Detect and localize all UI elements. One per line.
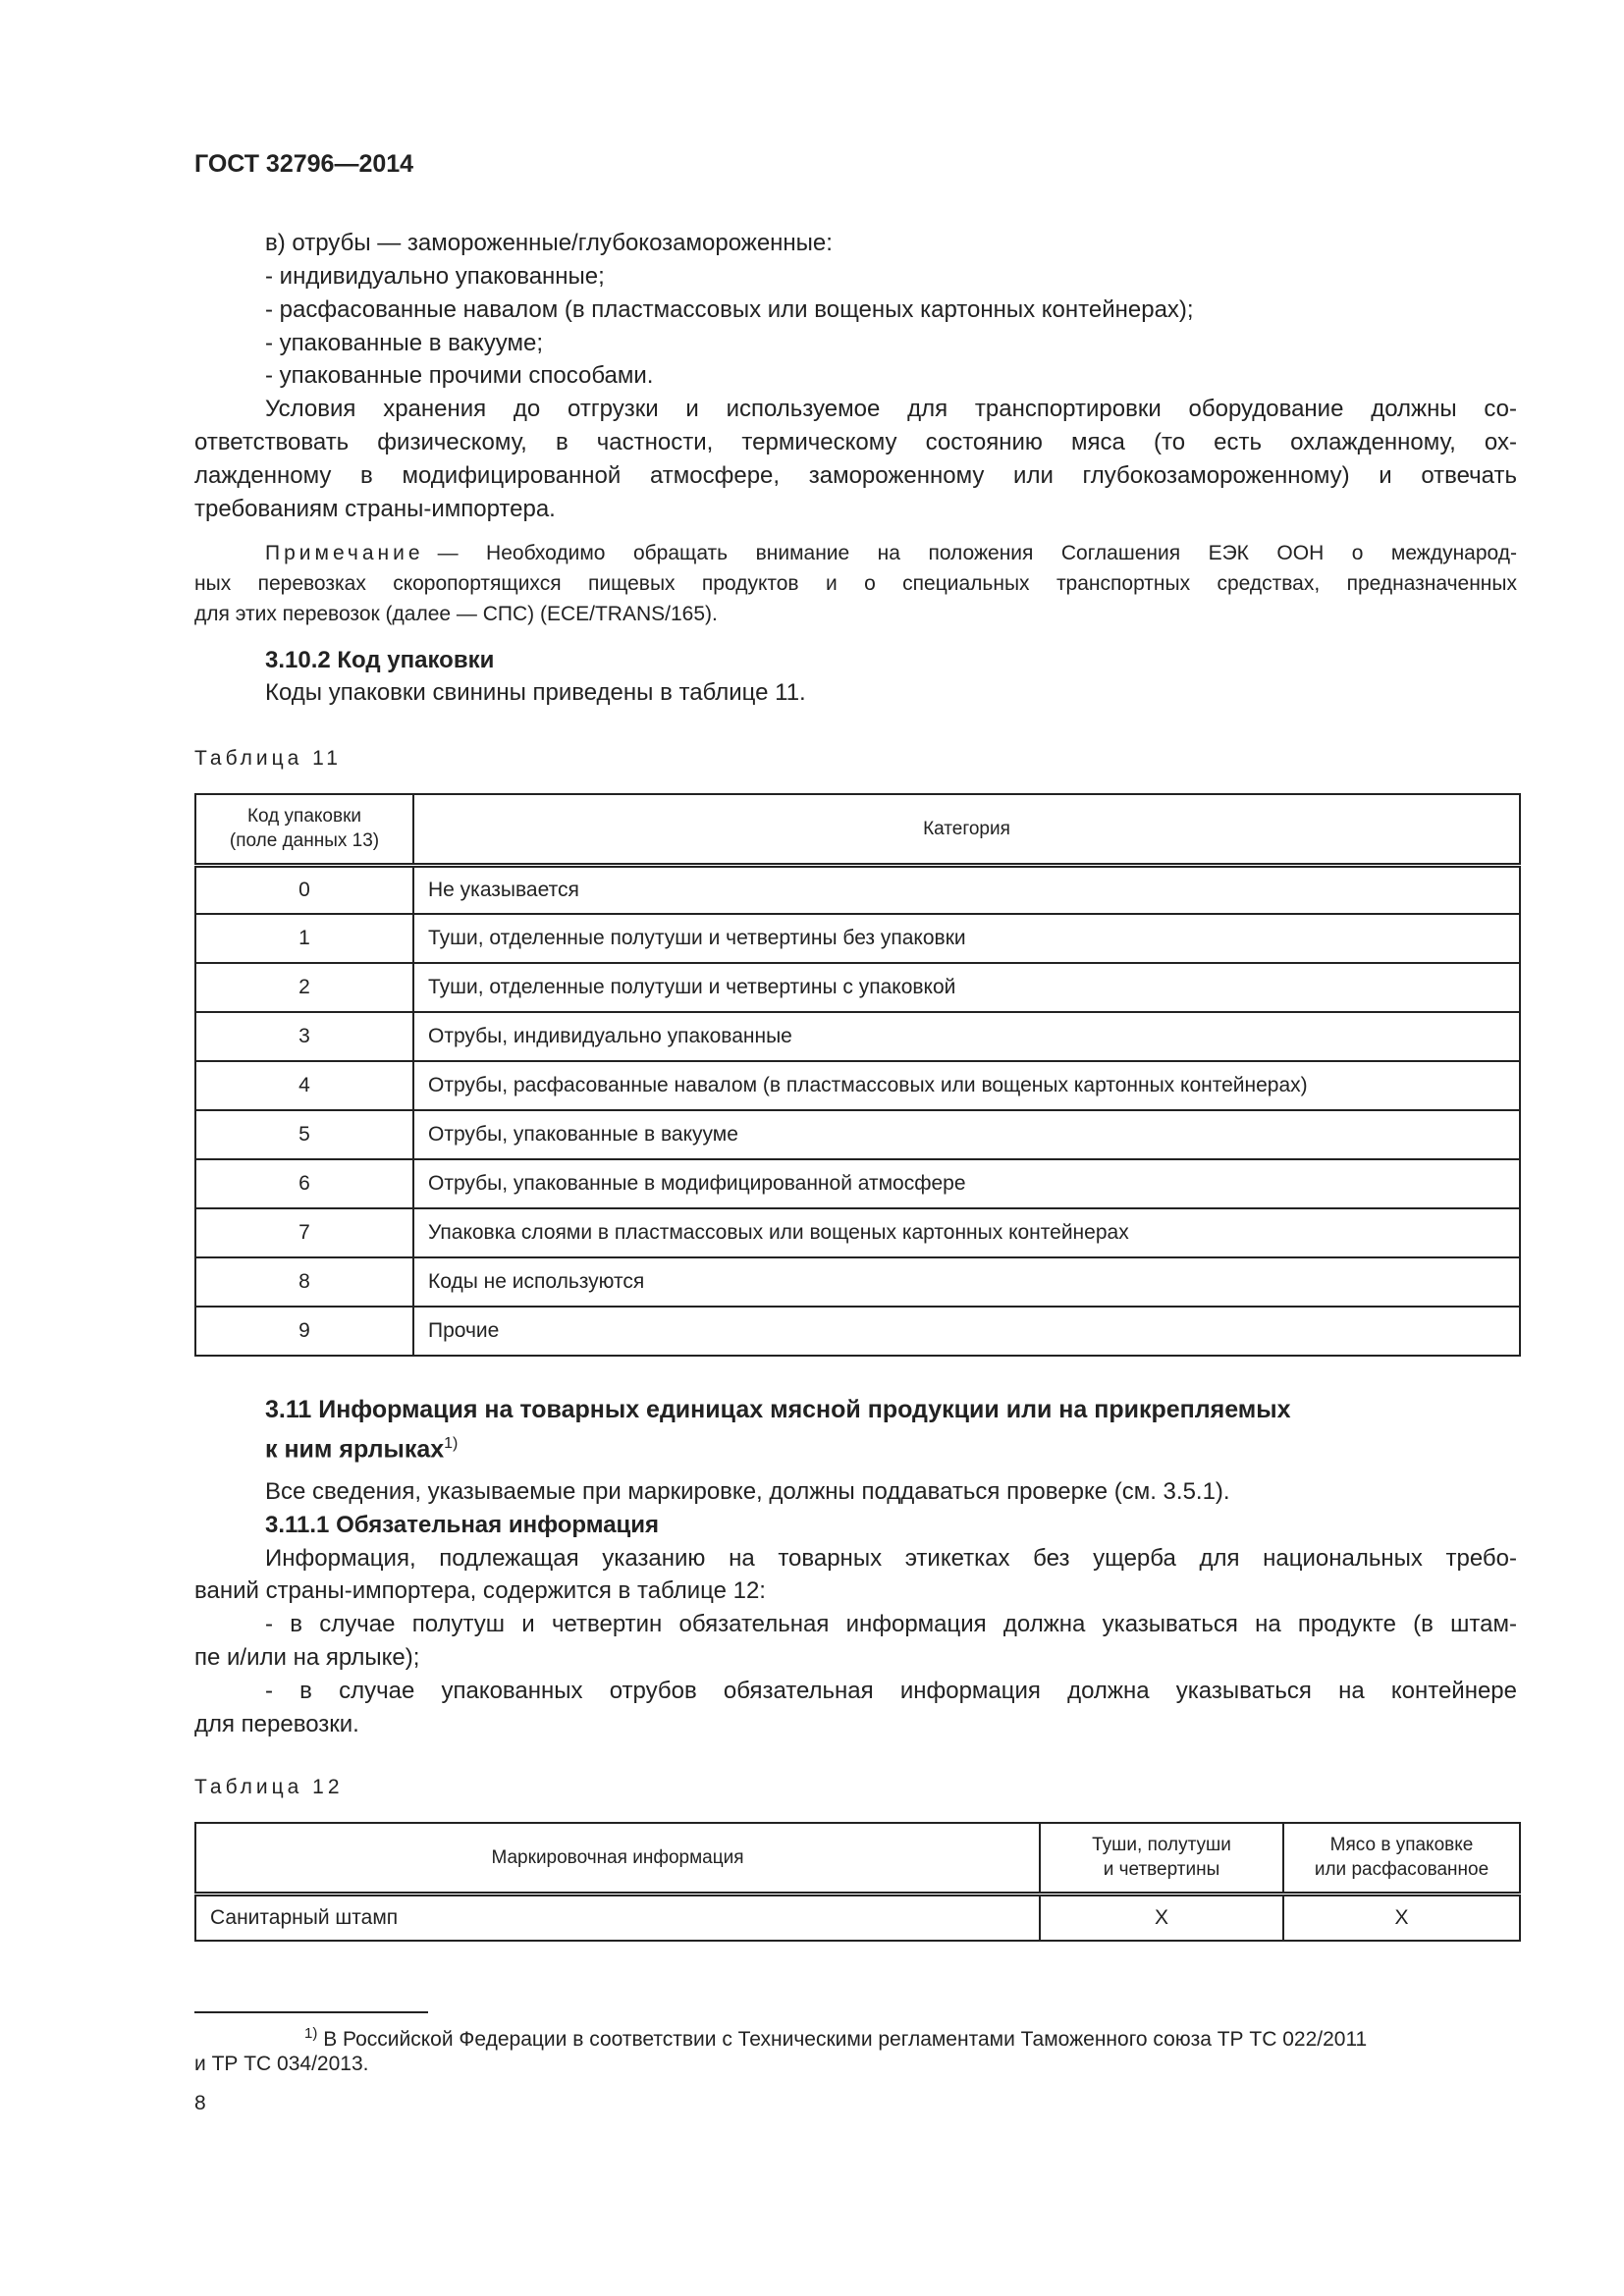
footnote-text: В Российской Федерации в соответствии с Техническими регламентами Таможенного союза ТР ТС 022/2011 [323,2028,1368,2051]
paragraph-line: требованиям страны-импортера. [194,496,556,522]
section-heading: 3.11 Информация на товарных единицах мясной продукции или на прикрепляемых [265,1396,1291,1423]
cell-category: Упаковка слоями в пластмассовых или вощеных картонных контейнерах [413,1208,1520,1257]
header-text: и четвертины [1103,1859,1220,1881]
header-text: Туши, полутуши [1092,1835,1231,1856]
list-item: - упакованные прочими способами. [265,362,654,389]
cell-info: Санитарный штамп [195,1894,1040,1941]
cell-carcass: X [1040,1894,1283,1941]
paragraph-line: пе и/или на ярлыке); [194,1644,420,1671]
paragraph-line: для перевозки. [194,1711,359,1737]
footnote-text: и ТР ТС 034/2013. [194,2053,369,2075]
cell-code: 7 [195,1208,413,1257]
header-text: (поле данных 13) [229,830,380,852]
list-item: - индивидуально упакованные; [265,263,605,290]
paragraph-line: ваний страны-импортера, содержится в таблице 12: [194,1577,766,1604]
section-heading: 3.11.1 Обязательная информация [265,1512,660,1538]
table-row [195,1061,1520,1110]
footnote-marker: 1) [304,2025,318,2042]
table-row [195,1257,1520,1307]
cell-category: Отрубы, расфасованные навалом (в пластмассовых или вощеных картонных контейнерах) [413,1061,1520,1110]
paragraph-line: Коды упаковки свинины приведены в таблице 11. [265,679,806,706]
page-number: 8 [194,2092,206,2114]
cell-category: Отрубы, индивидуально упакованные [413,1012,1520,1061]
cell-code: 5 [195,1110,413,1159]
cell-category: Прочие [413,1307,1520,1356]
paragraph-line: - в случае полутуш и четвертин обязательная информация должна указываться на продукте (в штам- [265,1611,1517,1637]
table-caption: Таблица 12 [194,1776,344,1798]
cell-category: Туши, отделенные полутуши и четвертины с упаковкой [413,963,1520,1012]
note-line: для этих перевозок (далее — СПС) (ECE/TRANS/165). [194,603,718,625]
footnote-ref: 1) [444,1435,459,1452]
heading-text: к ним ярлыках [265,1435,445,1464]
table-12 [194,1822,1521,1942]
header-packed-meat [1283,1823,1520,1894]
table-caption: Таблица 11 [194,747,342,770]
table-row [195,1894,1520,1941]
header-category: Категория [413,794,1520,865]
note [265,538,1517,568]
list-item: - расфасованные навалом (в пластмассовых или вощеных картонных контейнерах); [265,296,1194,323]
cell-category: Отрубы, упакованные в вакууме [413,1110,1520,1159]
paragraph-line: Условия хранения до отгрузки и используемое для транспортировки оборудование должны со- [265,396,1517,422]
cell-code: 2 [195,963,413,1012]
cell-code: 1 [195,914,413,963]
note-line: ных перевозках скоропортящихся пищевых продуктов и о специальных транспортных средствах, предназначенных [194,572,1517,595]
cell-category: Туши, отделенные полутуши и четвертины без упаковки [413,914,1520,963]
table-11 [194,793,1521,1357]
cell-category: Коды не используются [413,1257,1520,1307]
document-id: ГОСТ 32796—2014 [194,150,414,178]
cell-code: 9 [195,1307,413,1356]
table-row [195,1208,1520,1257]
table-row [195,1307,1520,1356]
cell-code: 8 [195,1257,413,1307]
cell-code: 3 [195,1012,413,1061]
header-text: Код упаковки [246,806,362,828]
paragraph-line: ответствовать физическому, в частности, термическому состоянию мяса (то есть охлажденному, ох- [194,429,1517,455]
paragraph-line: лажденному в модифицированной атмосфере, замороженному или глубокозамороженному) и отвечать [194,462,1517,489]
table-row [195,1159,1520,1208]
table-row [195,1110,1520,1159]
footnote-divider [194,2011,428,2013]
paragraph-line: - в случае упакованных отрубов обязательная информация должна указываться на контейнере [265,1678,1517,1704]
note-label: Примечание [265,542,424,564]
cell-code: 6 [195,1159,413,1208]
section-heading [265,1427,1517,1466]
table-row [195,914,1520,963]
header-carcasses [1040,1823,1283,1894]
list-title: в) отрубы — замороженные/глубокозамороженные: [265,230,833,256]
section-heading: 3.10.2 Код упаковки [265,647,495,673]
cell-packed: X [1283,1894,1520,1941]
cell-category: Не указывается [413,865,1520,914]
paragraph-line: Все сведения, указываемые при маркировке, должны поддаваться проверке (см. 3.5.1). [265,1478,1230,1505]
cell-code: 0 [195,865,413,914]
header-code [195,794,413,865]
header-text: или расфасованное [1314,1859,1489,1881]
table-row [195,963,1520,1012]
list-item: - упакованные в вакууме; [265,330,543,356]
cell-code: 4 [195,1061,413,1110]
table-row [195,865,1520,914]
paragraph-line: Информация, подлежащая указанию на товарных этикетках без ущерба для национальных требо- [265,1545,1517,1572]
cell-category: Отрубы, упакованные в модифицированной атмосфере [413,1159,1520,1208]
table-row [195,1012,1520,1061]
note-line: — Необходимо обращать внимание на положения Соглашения ЕЭК ООН о международ- [437,542,1517,564]
header-marking-info: Маркировочная информация [195,1823,1040,1894]
header-text: Мясо в упаковке [1329,1835,1474,1856]
